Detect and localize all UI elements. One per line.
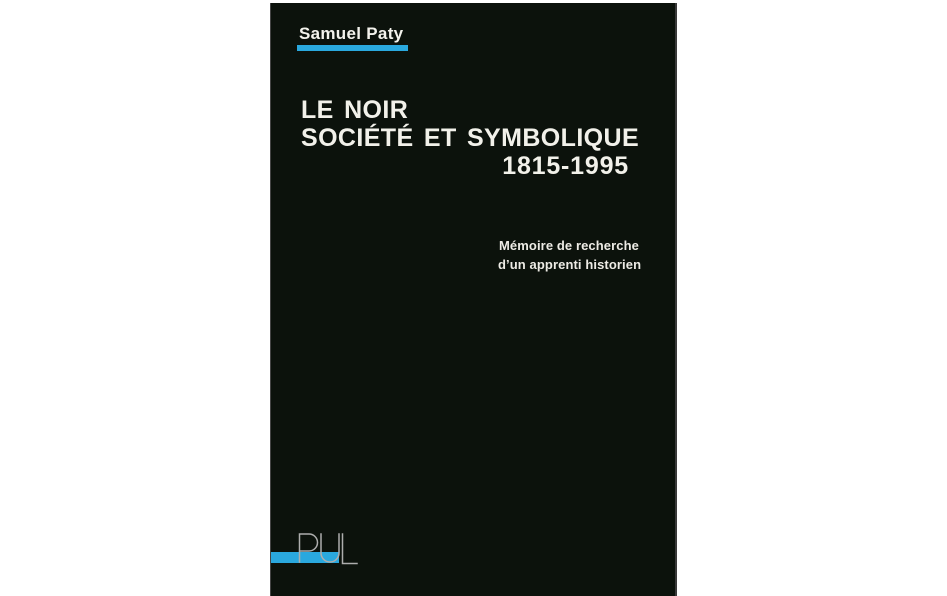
author-name: Samuel Paty xyxy=(299,24,404,43)
subtitle-line-2: d’un apprenti historien xyxy=(498,256,642,272)
subtitle-line-1: Mémoire de recherche xyxy=(498,238,639,253)
book-title xyxy=(301,96,640,180)
author-block xyxy=(297,24,408,51)
title-line-2: SOCIÉTÉ ET SYMBOLIQUE xyxy=(301,124,640,152)
book-subtitle xyxy=(498,237,640,274)
publisher-logo xyxy=(271,531,371,571)
book-cover xyxy=(270,3,677,596)
pul-logo-icon xyxy=(271,531,371,571)
title-line-3-years: 1815-1995 xyxy=(502,152,629,180)
author-underline-rule xyxy=(297,45,408,51)
title-line-1: LE NOIR xyxy=(301,96,409,124)
